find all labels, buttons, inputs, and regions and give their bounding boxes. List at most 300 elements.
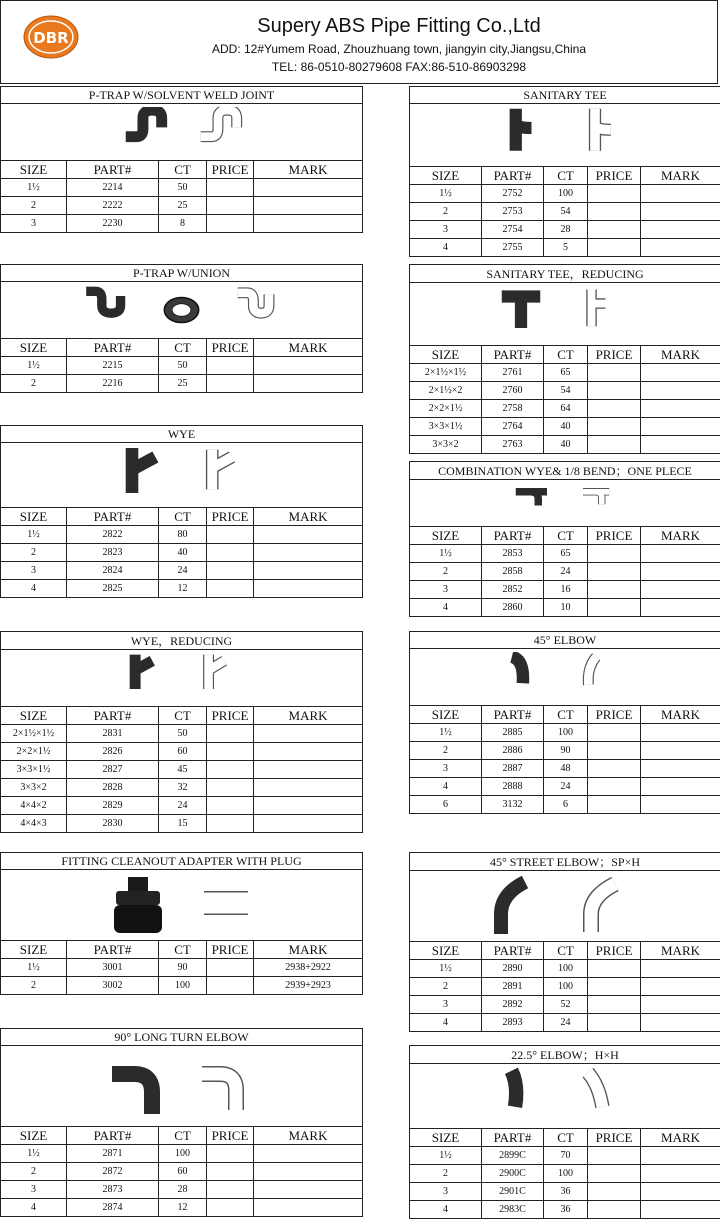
cell-part: 2885 xyxy=(482,724,544,742)
cell-price xyxy=(588,996,641,1014)
cell-part: 2830 xyxy=(67,815,159,833)
cell-size: 3 xyxy=(1,215,67,233)
column-header-price: PRICE xyxy=(588,942,641,960)
p-trap-union-outline-icon xyxy=(233,285,280,335)
table-row xyxy=(1,1163,363,1181)
column-header-price: PRICE xyxy=(207,707,254,725)
logo-text: DBR xyxy=(33,29,69,47)
cell-mark xyxy=(641,724,720,742)
table-row xyxy=(410,1183,720,1201)
cell-part: 2860 xyxy=(482,599,544,617)
cell-price xyxy=(588,742,641,760)
cell-part: 2753 xyxy=(482,203,544,221)
table-row xyxy=(1,562,363,580)
table-row xyxy=(410,742,720,760)
cell-part: 2873 xyxy=(67,1181,159,1199)
table-row xyxy=(410,239,720,257)
cell-size: 2×1½×2 xyxy=(410,382,482,400)
section-title: 45° ELBOW xyxy=(410,632,720,649)
cell-size: 3×3×1½ xyxy=(410,418,482,436)
column-header-ct: CT xyxy=(544,346,588,364)
column-header-price: PRICE xyxy=(588,527,641,545)
column-header-size: SIZE xyxy=(1,339,67,357)
product-images xyxy=(1,104,363,161)
section-title: P-TRAP W/SOLVENT WELD JOINT xyxy=(1,87,363,104)
cell-ct: 50 xyxy=(159,357,207,375)
cell-price xyxy=(588,185,641,203)
column-header-ct: CT xyxy=(544,167,588,185)
cell-mark xyxy=(254,562,363,580)
cell-price xyxy=(207,580,254,598)
column-header-ct: CT xyxy=(544,706,588,724)
table-row xyxy=(410,760,720,778)
cell-price xyxy=(588,436,641,454)
cell-price xyxy=(588,221,641,239)
column-header-ct: CT xyxy=(159,707,207,725)
cell-size: 3×3×2 xyxy=(1,779,67,797)
cell-size: 2 xyxy=(410,203,482,221)
cell-mark xyxy=(254,1199,363,1217)
column-header-size: SIZE xyxy=(1,161,67,179)
cell-part: 2760 xyxy=(482,382,544,400)
cleanout-adapter-outline-icon xyxy=(196,873,256,937)
cell-mark xyxy=(254,779,363,797)
cell-mark xyxy=(254,1163,363,1181)
sanitary-tee-black-icon xyxy=(498,107,551,163)
cell-size: 1½ xyxy=(1,959,67,977)
cell-part: 2871 xyxy=(67,1145,159,1163)
cell-mark xyxy=(254,815,363,833)
street-elbow-black-icon xyxy=(491,874,551,938)
section-title: 90° LONG TURN ELBOW xyxy=(1,1029,363,1046)
cell-part: 2215 xyxy=(67,357,159,375)
union-nut-icon xyxy=(158,285,205,335)
sanitary-tee-outline-icon xyxy=(579,107,632,163)
cell-mark xyxy=(641,418,720,436)
column-header-mark: MARK xyxy=(641,527,720,545)
table-row xyxy=(1,815,363,833)
cell-size: 3 xyxy=(410,581,482,599)
cell-mark xyxy=(254,526,363,544)
cell-ct: 40 xyxy=(544,418,588,436)
cell-mark xyxy=(641,581,720,599)
cell-mark xyxy=(641,796,720,814)
cell-part: 2887 xyxy=(482,760,544,778)
elbow-22-outline-icon xyxy=(579,1067,633,1125)
column-header-part: PART# xyxy=(67,339,159,357)
column-header-mark: MARK xyxy=(254,508,363,526)
table-row xyxy=(1,1199,363,1217)
wye-black-icon xyxy=(114,446,168,504)
cell-part: 2890 xyxy=(482,960,544,978)
cell-ct: 64 xyxy=(544,400,588,418)
cell-part: 2826 xyxy=(67,743,159,761)
section-title: SANITARY TEE xyxy=(410,87,720,104)
cell-price xyxy=(207,544,254,562)
product-table xyxy=(0,1028,363,1217)
cell-ct: 36 xyxy=(544,1183,588,1201)
table-row xyxy=(410,978,720,996)
cell-size: 1½ xyxy=(410,545,482,563)
cell-size: 1½ xyxy=(410,960,482,978)
reducing-tee-black-icon xyxy=(498,286,551,342)
cell-price xyxy=(207,1199,254,1217)
cell-price xyxy=(588,778,641,796)
cell-price xyxy=(207,815,254,833)
cell-price xyxy=(588,760,641,778)
column-header-part: PART# xyxy=(482,167,544,185)
cell-size: 2×1½×1½ xyxy=(1,725,67,743)
table-row xyxy=(410,436,720,454)
reducing-wye-outline-icon xyxy=(196,653,243,703)
cell-price xyxy=(207,357,254,375)
cell-price xyxy=(207,197,254,215)
cell-price xyxy=(207,725,254,743)
cell-mark xyxy=(641,185,720,203)
table-row xyxy=(410,382,720,400)
table-row xyxy=(410,960,720,978)
cell-price xyxy=(588,382,641,400)
section-title: FITTING CLEANOUT ADAPTER WITH PLUG xyxy=(1,853,363,870)
section-title: WYE，REDUCING xyxy=(1,632,363,650)
table-row xyxy=(410,778,720,796)
cell-price xyxy=(588,796,641,814)
cell-ct: 100 xyxy=(544,724,588,742)
cell-ct: 36 xyxy=(544,1201,588,1219)
column-header-ct: CT xyxy=(544,527,588,545)
product-images xyxy=(1,650,363,707)
cell-price xyxy=(588,1147,641,1165)
cell-size: 4 xyxy=(1,1199,67,1217)
table-row xyxy=(1,215,363,233)
table-row xyxy=(410,545,720,563)
cell-part: 2754 xyxy=(482,221,544,239)
cell-ct: 100 xyxy=(159,1145,207,1163)
dbr-logo xyxy=(23,14,79,60)
cell-part: 2764 xyxy=(482,418,544,436)
cell-price xyxy=(207,959,254,977)
product-images xyxy=(410,104,720,167)
cell-part: 2824 xyxy=(67,562,159,580)
column-header-part: PART# xyxy=(482,1129,544,1147)
table-row xyxy=(410,581,720,599)
cell-part: 2872 xyxy=(67,1163,159,1181)
column-header-part: PART# xyxy=(482,527,544,545)
cell-price xyxy=(588,1183,641,1201)
cell-size: 3×3×1½ xyxy=(1,761,67,779)
cell-price xyxy=(588,599,641,617)
elbow-45-outline-icon xyxy=(579,652,626,702)
cell-ct: 10 xyxy=(544,599,588,617)
cell-part: 2758 xyxy=(482,400,544,418)
product-table xyxy=(0,86,363,233)
cell-mark: 2938+2922 xyxy=(254,959,363,977)
cell-size: 2×2×1½ xyxy=(410,400,482,418)
cell-size: 4 xyxy=(410,1014,482,1032)
cell-ct: 54 xyxy=(544,203,588,221)
column-header-price: PRICE xyxy=(207,161,254,179)
cell-part: 2886 xyxy=(482,742,544,760)
cell-size: 1½ xyxy=(1,526,67,544)
column-header-size: SIZE xyxy=(410,1129,482,1147)
cell-mark xyxy=(641,1183,720,1201)
product-table xyxy=(409,631,720,814)
cell-price xyxy=(207,761,254,779)
cell-price xyxy=(588,400,641,418)
cell-size: 3 xyxy=(410,996,482,1014)
cell-mark xyxy=(641,1165,720,1183)
cell-part: 2901C xyxy=(482,1183,544,1201)
column-header-ct: CT xyxy=(159,339,207,357)
cell-price xyxy=(207,375,254,393)
cell-ct: 16 xyxy=(544,581,588,599)
company-address: ADD: 12#Yumem Road, Zhouzhuang town, jiangyin city,Jiangsu,China xyxy=(101,42,697,56)
cell-mark xyxy=(641,599,720,617)
column-header-size: SIZE xyxy=(410,346,482,364)
table-row xyxy=(1,580,363,598)
column-header-ct: CT xyxy=(544,942,588,960)
cell-size: 2 xyxy=(1,544,67,562)
cell-ct: 100 xyxy=(544,185,588,203)
cell-part: 3002 xyxy=(67,977,159,995)
cell-ct: 54 xyxy=(544,382,588,400)
cell-mark xyxy=(254,375,363,393)
cleanout-plug-black-icon xyxy=(108,873,168,937)
cell-price xyxy=(588,1201,641,1219)
cell-price xyxy=(588,203,641,221)
cell-mark xyxy=(254,743,363,761)
cell-ct: 28 xyxy=(159,1181,207,1199)
cell-mark xyxy=(641,382,720,400)
cell-part: 2827 xyxy=(67,761,159,779)
cell-ct: 100 xyxy=(159,977,207,995)
cell-ct: 8 xyxy=(159,215,207,233)
table-row xyxy=(410,724,720,742)
cell-price xyxy=(207,1145,254,1163)
table-row xyxy=(410,1147,720,1165)
cell-mark xyxy=(641,1201,720,1219)
cell-part: 2874 xyxy=(67,1199,159,1217)
cell-ct: 48 xyxy=(544,760,588,778)
cell-part: 2752 xyxy=(482,185,544,203)
column-header-size: SIZE xyxy=(1,508,67,526)
column-header-size: SIZE xyxy=(410,167,482,185)
cell-size: 3 xyxy=(410,221,482,239)
table-row xyxy=(1,197,363,215)
cell-size: 2 xyxy=(1,977,67,995)
cell-size: 2 xyxy=(410,742,482,760)
cell-ct: 6 xyxy=(544,796,588,814)
cell-size: 3 xyxy=(1,1181,67,1199)
table-row xyxy=(410,203,720,221)
cell-part: 2829 xyxy=(67,797,159,815)
cell-size: 4 xyxy=(410,599,482,617)
product-table xyxy=(409,852,720,1032)
cell-ct: 70 xyxy=(544,1147,588,1165)
cell-ct: 100 xyxy=(544,978,588,996)
cell-size: 4×4×2 xyxy=(1,797,67,815)
cell-part: 2853 xyxy=(482,545,544,563)
cell-size: 1½ xyxy=(410,724,482,742)
cell-price xyxy=(207,797,254,815)
table-row xyxy=(1,1145,363,1163)
cell-mark xyxy=(641,436,720,454)
cell-mark xyxy=(641,778,720,796)
product-table xyxy=(0,852,363,995)
cell-size: 3 xyxy=(410,1183,482,1201)
cell-price xyxy=(588,364,641,382)
cell-ct: 40 xyxy=(544,436,588,454)
cell-price xyxy=(588,581,641,599)
column-header-mark: MARK xyxy=(641,942,720,960)
column-header-part: PART# xyxy=(67,941,159,959)
wye-outline-icon xyxy=(196,446,250,504)
cell-ct: 45 xyxy=(159,761,207,779)
column-header-price: PRICE xyxy=(588,167,641,185)
cell-price xyxy=(588,239,641,257)
product-table xyxy=(409,1045,720,1219)
table-row xyxy=(1,779,363,797)
cell-mark xyxy=(641,1014,720,1032)
product-table xyxy=(409,86,720,257)
cell-price xyxy=(207,779,254,797)
table-row xyxy=(1,797,363,815)
table-row xyxy=(1,725,363,743)
cell-part: 2852 xyxy=(482,581,544,599)
reducing-wye-black-icon xyxy=(121,653,168,703)
cell-ct: 100 xyxy=(544,960,588,978)
table-row xyxy=(1,1181,363,1199)
cell-mark xyxy=(641,364,720,382)
product-images xyxy=(410,871,720,942)
cell-mark xyxy=(641,978,720,996)
cell-size: 2 xyxy=(410,1165,482,1183)
cell-price xyxy=(207,1163,254,1181)
table-row xyxy=(1,526,363,544)
cell-ct: 24 xyxy=(544,1014,588,1032)
column-header-size: SIZE xyxy=(1,941,67,959)
elbow-45-black-icon xyxy=(504,652,551,702)
table-row xyxy=(410,996,720,1014)
column-header-price: PRICE xyxy=(588,1129,641,1147)
cell-ct: 24 xyxy=(544,778,588,796)
cell-price xyxy=(588,1014,641,1032)
column-header-part: PART# xyxy=(67,508,159,526)
cell-part: 2888 xyxy=(482,778,544,796)
cell-part: 2899C xyxy=(482,1147,544,1165)
table-row xyxy=(410,364,720,382)
elbow-22-black-icon xyxy=(497,1067,551,1125)
table-row xyxy=(410,221,720,239)
column-header-price: PRICE xyxy=(207,339,254,357)
table-row xyxy=(1,544,363,562)
table-row xyxy=(1,357,363,375)
cell-price xyxy=(207,179,254,197)
table-row xyxy=(1,761,363,779)
cell-part: 2891 xyxy=(482,978,544,996)
column-header-part: PART# xyxy=(67,1127,159,1145)
cell-part: 2892 xyxy=(482,996,544,1014)
cell-part: 3001 xyxy=(67,959,159,977)
combination-wye-outline-icon xyxy=(579,483,617,523)
product-table xyxy=(0,264,363,393)
cell-size: 2 xyxy=(410,978,482,996)
section-title: SANITARY TEE，REDUCING xyxy=(410,265,720,283)
cell-ct: 50 xyxy=(159,179,207,197)
column-header-mark: MARK xyxy=(254,1127,363,1145)
cell-size: 2×1½×1½ xyxy=(410,364,482,382)
cell-part: 2823 xyxy=(67,544,159,562)
cell-size: 4 xyxy=(410,1201,482,1219)
cell-price xyxy=(588,978,641,996)
product-table xyxy=(409,461,720,617)
column-header-size: SIZE xyxy=(410,942,482,960)
cell-part: 2983C xyxy=(482,1201,544,1219)
cell-mark xyxy=(254,544,363,562)
section-title: 45° STREET ELBOW；SP×H xyxy=(410,853,720,871)
table-row xyxy=(410,563,720,581)
cell-part: 2230 xyxy=(67,215,159,233)
table-row xyxy=(410,400,720,418)
column-header-mark: MARK xyxy=(641,706,720,724)
cell-part: 2825 xyxy=(67,580,159,598)
combination-wye-black-icon xyxy=(513,483,551,523)
column-header-ct: CT xyxy=(544,1129,588,1147)
column-header-part: PART# xyxy=(482,346,544,364)
cell-size: 4×4×3 xyxy=(1,815,67,833)
column-header-ct: CT xyxy=(159,161,207,179)
cell-ct: 60 xyxy=(159,743,207,761)
p-trap-union-black-icon xyxy=(83,285,130,335)
cell-mark xyxy=(254,197,363,215)
cell-ct: 28 xyxy=(544,221,588,239)
cell-size: 2 xyxy=(1,197,67,215)
cell-price xyxy=(207,1181,254,1199)
cell-part: 2761 xyxy=(482,364,544,382)
cell-part: 2828 xyxy=(67,779,159,797)
table-row xyxy=(1,375,363,393)
section-title: P-TRAP W/UNION xyxy=(1,265,363,282)
product-table xyxy=(0,631,363,833)
cell-mark xyxy=(641,221,720,239)
cell-part: 2822 xyxy=(67,526,159,544)
column-header-mark: MARK xyxy=(641,346,720,364)
table-row xyxy=(1,179,363,197)
cell-mark xyxy=(254,1181,363,1199)
table-row xyxy=(410,1014,720,1032)
cell-part: 2831 xyxy=(67,725,159,743)
cell-ct: 24 xyxy=(544,563,588,581)
cell-ct: 90 xyxy=(544,742,588,760)
long-turn-elbow-black-icon xyxy=(108,1054,168,1118)
column-header-part: PART# xyxy=(482,706,544,724)
cell-size: 4 xyxy=(1,580,67,598)
column-header-price: PRICE xyxy=(207,1127,254,1145)
cell-price xyxy=(588,1165,641,1183)
cell-size: 2 xyxy=(410,563,482,581)
cell-mark xyxy=(254,761,363,779)
column-header-part: PART# xyxy=(482,942,544,960)
column-header-price: PRICE xyxy=(207,941,254,959)
product-images xyxy=(1,282,363,339)
cell-mark xyxy=(641,742,720,760)
table-row xyxy=(410,599,720,617)
cell-size: 1½ xyxy=(1,179,67,197)
table-row xyxy=(410,185,720,203)
cell-price xyxy=(207,743,254,761)
product-images xyxy=(1,1046,363,1127)
cell-part: 2763 xyxy=(482,436,544,454)
